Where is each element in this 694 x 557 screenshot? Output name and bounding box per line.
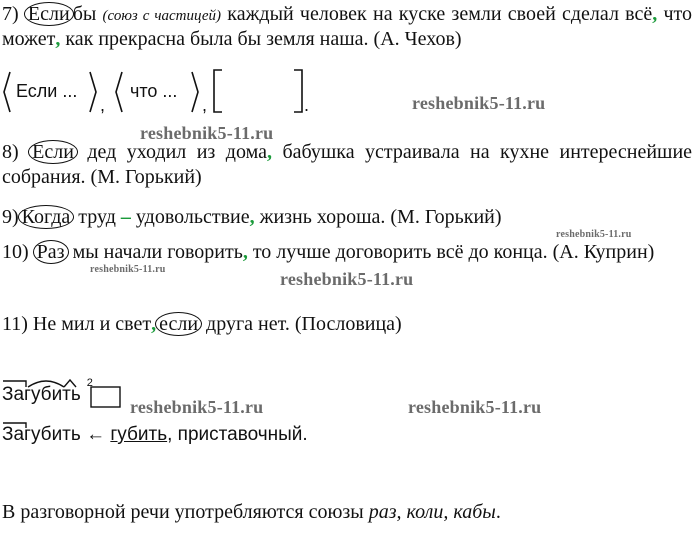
conclusion-end: . bbox=[495, 501, 501, 523]
sentence-scheme bbox=[2, 68, 332, 118]
conjunction-circled: если bbox=[155, 312, 202, 336]
sentence-text: что может bbox=[2, 3, 693, 50]
superscript-number: 2 bbox=[86, 377, 93, 389]
derived-word: Загубить bbox=[2, 424, 81, 445]
conjunction-circled: Если bbox=[28, 140, 78, 164]
sentence-text: друга нет. (Пословица) bbox=[206, 313, 402, 335]
watermark: reshebnik5-11.ru bbox=[280, 269, 414, 289]
sentence-text: удовольствие bbox=[135, 206, 250, 228]
angle-open-2 bbox=[116, 72, 122, 112]
conclusion-examples: раз, коли, кабы bbox=[368, 501, 496, 523]
square-close bbox=[294, 70, 302, 112]
comma-mark: , bbox=[249, 206, 255, 228]
conjunction-circled: Если bbox=[24, 2, 74, 26]
scheme-part2: что ... bbox=[130, 81, 178, 101]
derivation-arrow: ← bbox=[86, 424, 106, 445]
sentence-11 bbox=[2, 312, 692, 337]
sentence-number: 10) bbox=[2, 241, 29, 263]
comma-mark: , bbox=[151, 313, 157, 335]
sentence-10 bbox=[2, 240, 692, 265]
word-analysis-line2 bbox=[2, 423, 308, 447]
sentence-text: бабушка устраивала на кухне интереснейшие собрания. (М. Горький) bbox=[2, 141, 693, 188]
sentence-number: 7) bbox=[2, 3, 19, 25]
watermark: reshebnik5-11.ru bbox=[408, 397, 542, 417]
prefix-mark-2 bbox=[2, 419, 32, 429]
particle: бы bbox=[72, 3, 97, 25]
scheme-sep2: , bbox=[202, 95, 208, 115]
watermark: reshebnik5-11.ru bbox=[140, 123, 274, 143]
sentence-text: то лучше договорить всё до конца. (А. Куприн) bbox=[252, 241, 655, 263]
square-open bbox=[214, 70, 222, 112]
ending-box bbox=[91, 387, 120, 407]
sentence-number: 9) bbox=[2, 206, 19, 228]
sentence-number: 11) bbox=[2, 313, 28, 335]
scheme-end: . bbox=[304, 95, 310, 115]
analyzed-word: Загубить bbox=[2, 384, 81, 405]
sentence-number: 8) bbox=[2, 141, 19, 163]
conjunction-circled: Когда bbox=[18, 205, 75, 229]
dash-mark: – bbox=[120, 206, 131, 228]
root-word: губить bbox=[110, 424, 168, 445]
angle-open-1 bbox=[4, 72, 10, 112]
watermark: reshebnik5-11.ru bbox=[556, 229, 632, 240]
sentence-text: каждый человек на куске земли своей сделал всё bbox=[227, 3, 653, 25]
watermark: reshebnik5-11.ru bbox=[130, 397, 264, 417]
note: (союз с частицей) bbox=[102, 8, 222, 24]
sentence-text: дед уходил из дома bbox=[87, 141, 267, 163]
conclusion-text: В разговорной речи употребляются союзы bbox=[2, 501, 364, 523]
watermark: reshebnik5-11.ru bbox=[90, 264, 166, 275]
derivation-method: , приставочный. bbox=[167, 424, 308, 445]
sentence-8 bbox=[2, 140, 692, 190]
sentence-9 bbox=[2, 205, 692, 230]
comma-mark: , bbox=[242, 241, 248, 263]
angle-close-2 bbox=[192, 72, 198, 112]
comma-mark: , bbox=[652, 3, 658, 25]
angle-close-1 bbox=[90, 72, 96, 112]
conjunction-circled: Раз bbox=[33, 240, 69, 264]
sentence-text: как прекрасна была бы земля наша. (А. Чехов) bbox=[65, 28, 462, 50]
watermark: reshebnik5-11.ru bbox=[412, 93, 546, 113]
sentence-7 bbox=[2, 2, 692, 52]
sentence-text: труд bbox=[78, 206, 116, 228]
sentence-text: мы начали говорить bbox=[72, 241, 243, 263]
word-analysis-line1 bbox=[2, 377, 93, 407]
scheme-part1: Если ... bbox=[16, 81, 78, 101]
scheme-sep1: , bbox=[100, 95, 106, 115]
sentence-text: жизнь хороша. (М. Горький) bbox=[259, 206, 502, 228]
comma-mark: , bbox=[55, 28, 61, 50]
comma-mark: , bbox=[266, 141, 272, 163]
conclusion bbox=[2, 500, 692, 525]
sentence-text: Не мил и свет bbox=[32, 313, 152, 335]
